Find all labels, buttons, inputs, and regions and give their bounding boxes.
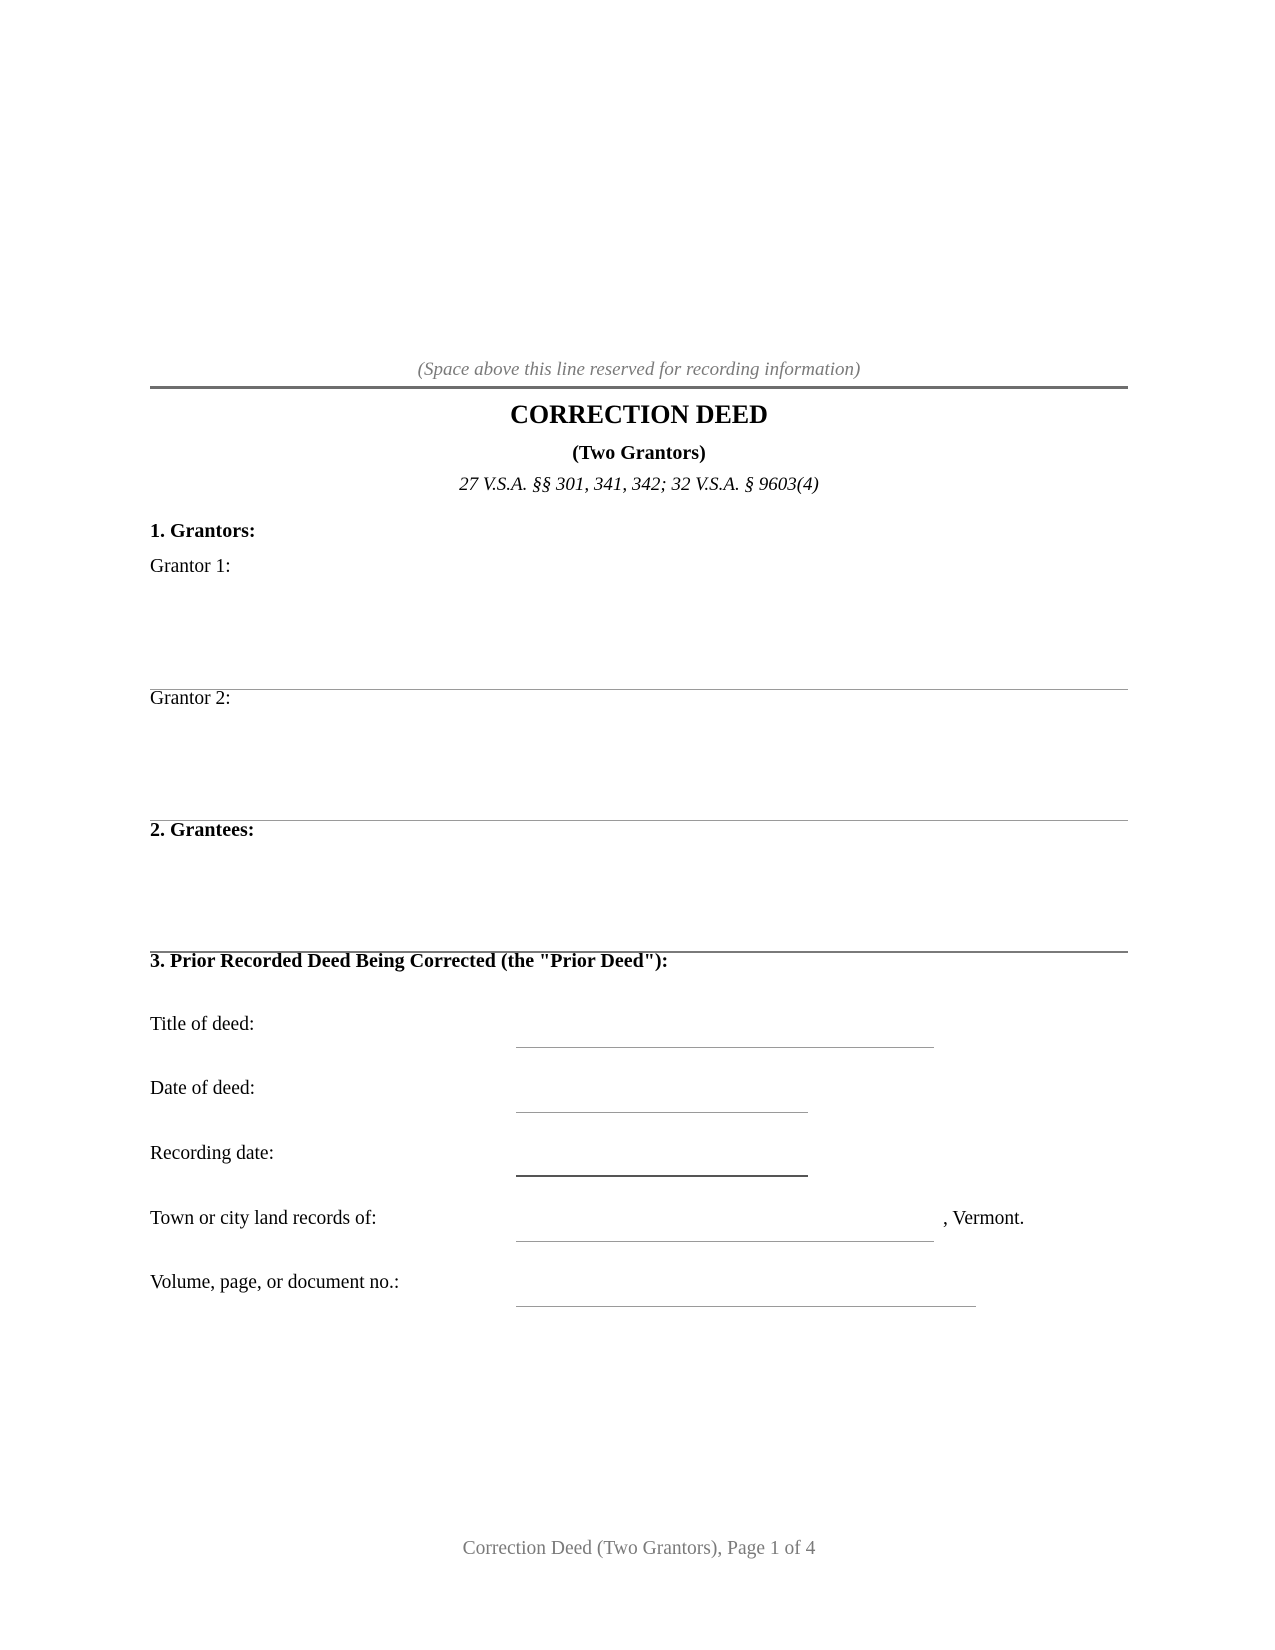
grantor1-label: Grantor 1: xyxy=(150,556,231,577)
title-of-deed-label: Title of deed: xyxy=(150,1014,255,1035)
section-grantors-heading: 1. Grantors: xyxy=(150,520,256,542)
grantor2-entry-line[interactable] xyxy=(150,820,1128,821)
grantor2-label: Grantor 2: xyxy=(150,688,231,709)
statute-citation: 27 V.S.A. §§ 301, 341, 342; 32 V.S.A. § 9603(4) xyxy=(459,474,819,495)
grantor1-entry-line[interactable] xyxy=(150,689,1128,690)
volume-page-label: Volume, page, or document no.: xyxy=(150,1272,400,1293)
town-land-records-label: Town or city land records of: xyxy=(150,1208,377,1229)
title-of-deed-field[interactable] xyxy=(516,1047,934,1048)
vermont-suffix: , Vermont. xyxy=(943,1208,1025,1229)
town-land-records-field[interactable] xyxy=(516,1241,934,1242)
recording-date-field[interactable] xyxy=(516,1175,808,1177)
page-footer: Correction Deed (Two Grantors), Page 1 of 4 xyxy=(462,1538,816,1559)
recording-divider xyxy=(150,386,1128,389)
recording-date-label: Recording date: xyxy=(150,1143,274,1164)
document-title: CORRECTION DEED xyxy=(510,400,768,429)
volume-page-field[interactable] xyxy=(516,1306,976,1307)
date-of-deed-label: Date of deed: xyxy=(150,1078,256,1099)
section-grantees-heading: 2. Grantees: xyxy=(150,819,255,841)
recording-reserved-note: (Space above this line reserved for recording information) xyxy=(417,359,861,380)
date-of-deed-field[interactable] xyxy=(516,1112,808,1113)
section-prior-deed-heading: 3. Prior Recorded Deed Being Corrected (the "Prior Deed"): xyxy=(150,950,669,972)
document-subtitle: (Two Grantors) xyxy=(572,442,706,464)
